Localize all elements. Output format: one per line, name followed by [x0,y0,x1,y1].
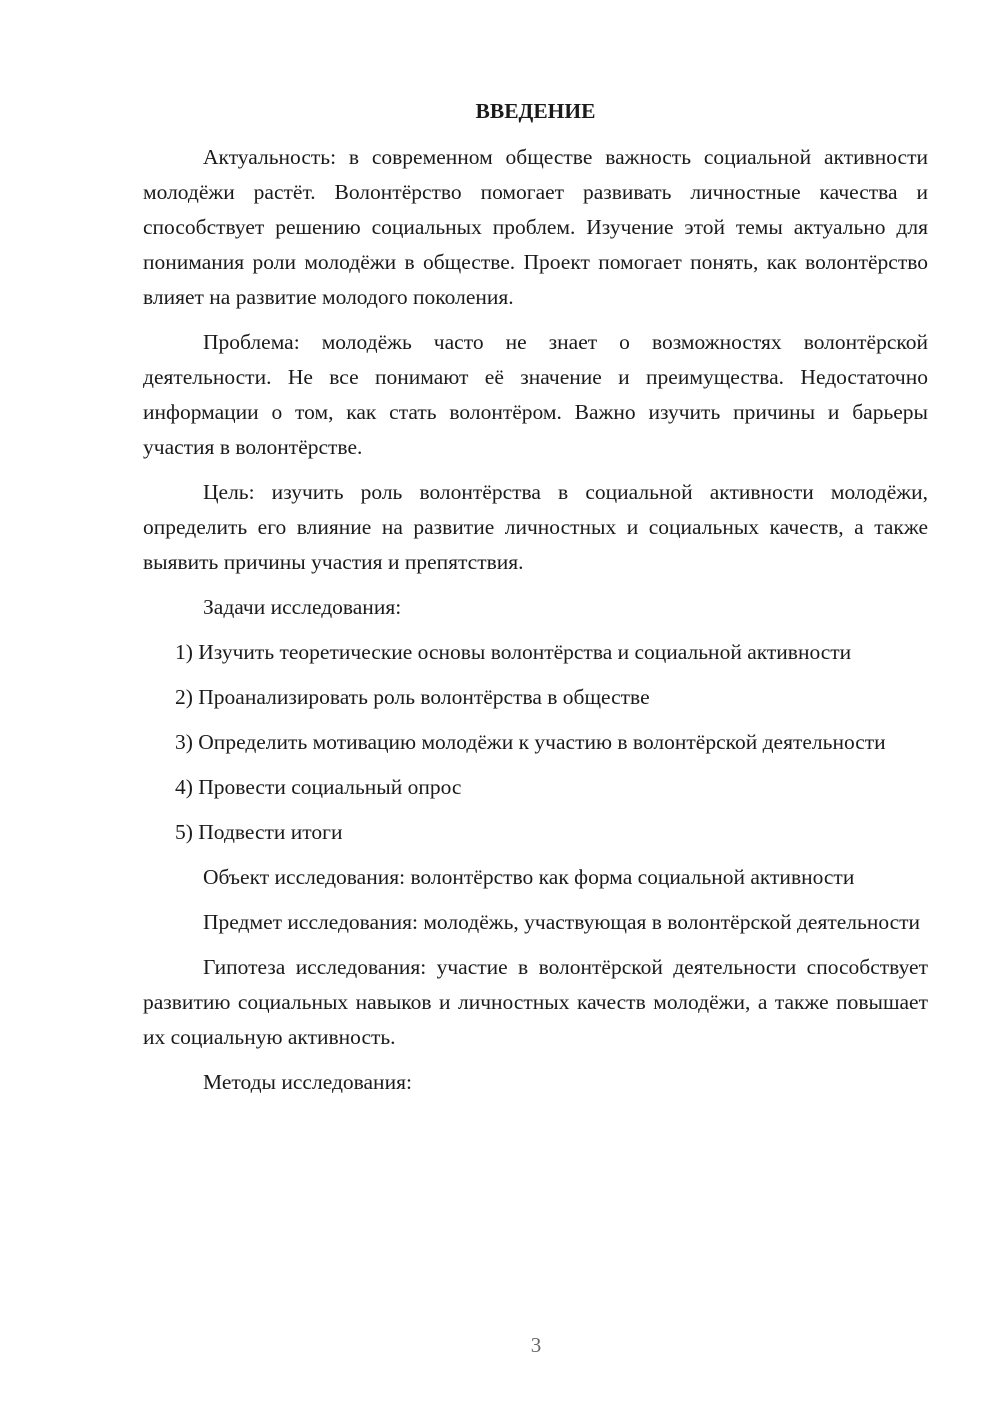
task-item-3: 3) Определить мотивацию молодёжи к участию в волонтёрской деятельности [175,730,886,754]
section-title: ВВЕДЕНИЕ [475,99,596,123]
task-item-4: 4) Провести социальный опрос [175,775,462,799]
problem-paragraph: Проблема: молодёжь часто не знает о возможностях волонтёрской деятельности. Не все понимают её значение и преимущества. Недостаточно информации о том, как стать волонтёром. Важно изучить причины и барьеры участия в волонтёрстве. [143,330,928,459]
methods-heading: Методы исследования: [203,1070,412,1094]
hypothesis-paragraph: Гипотеза исследования: участие в волонтёрской деятельности способствует развитию социальных навыков и личностных качеств молодёжи, а также повышает их социальную активность. [143,955,928,1049]
goal-paragraph: Цель: изучить роль волонтёрства в социальной активности молодёжи, определить его влияние на развитие личностных и социальных качеств, а также выявить причины участия и препятствия. [143,480,928,574]
subject-paragraph: Предмет исследования: молодёжь, участвующая в волонтёрской деятельности [203,910,921,934]
task-item-2: 2) Проанализировать роль волонтёрства в обществе [175,685,650,709]
task-item-1: 1) Изучить теоретические основы волонтёрства и социальной активности [175,640,852,664]
document-page [143,96,928,1110]
relevance-paragraph: Актуальность: в современном обществе важность социальной активности молодёжи растёт. Волонтёрство помогает развивать личностные качества и способствует решению социальных проблем. Изучение этой темы актуально для понимания роли молодёжи в обществе. Проект помогает понять, как волонтёрство влияет на развитие молодого поколения. [143,145,928,309]
page-number: 3 [530,1333,542,1357]
object-paragraph: Объект исследования: волонтёрство как форма социальной активности [203,865,855,889]
task-item-5: 5) Подвести итоги [175,820,343,844]
tasks-heading: Задачи исследования: [203,595,402,619]
